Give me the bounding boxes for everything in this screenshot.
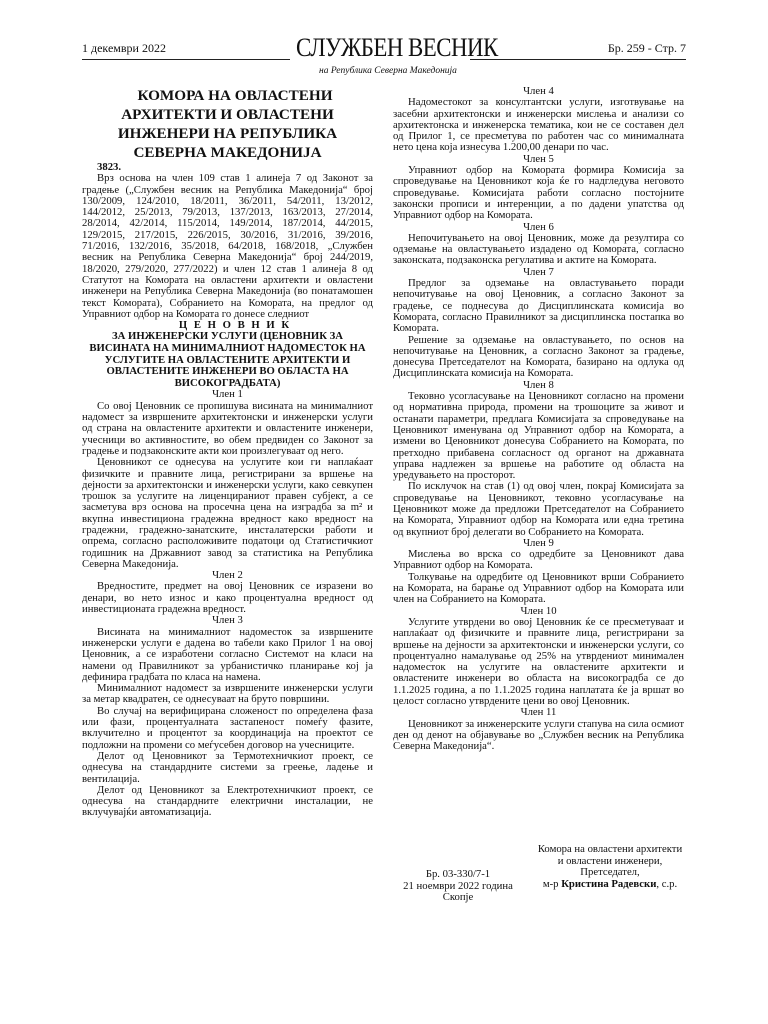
signatory [535, 844, 685, 890]
reference-info [393, 869, 523, 904]
article-heading: Член 3 [212, 614, 243, 627]
issue-page-number: Бр. 259 - Стр. 7 [607, 41, 686, 55]
article-paragraph: Делот од Ценовникот за Термотехничкиот проект, се однесува на стандардните системи за греење, ладење и вентилација. [82, 749, 373, 785]
article-paragraph: Мислења во врска со одредбите за Ценовникот дава Управниот одбор на Комората. [393, 548, 684, 572]
signatory-suffix: , с.р. [656, 877, 678, 890]
article-paragraph: Вредностите, предмет на овој Ценовник се изразени во денари, во нето износ и како процентуална вредност од инвестиционата градежна вредност. [82, 580, 373, 616]
article-heading: Член 4 [523, 85, 554, 97]
article-paragraph: Предлог за одземање на овластувањето поради непочитување на овој Ценовник, а согласно Законот за градење, се поднесува до Дисциплинската комисија во Комората, согласно Правилникот за дисциплинска постапка во Комората. [393, 277, 684, 335]
article-paragraph: Висината на минималниот надоместок за извршените инженерски услуги е дадена во табели како Прилог 1 на овој Ценовник, а се изработени согласно Системот на класи на намени од Правилникот за урбанистичко планирање кој ја дефинира градбата по класа на намена. [82, 625, 373, 683]
preamble: Врз основа на член 109 став 1 алинеја 7 од Законот за градење („Службен весник на Република Македонија“ број 130/2009, 124/2010, 18/2011, 36/2011, 54/2011, 13/2012, 144/2012, 25/2013, 79/2013, 137/2013, 163/2013, 27/2014, 28/2014, 42/2014, 115/2014, 149/2014, 187/2014, 44/2015, 129/2015, 217/2015, 226/2015, 30/2016, 31/2016, 39/2016, 71/2016, 132/2016, 35/2018, 64/2018, 168/2018, „Службен весник на Република Северна Македонија“ број 244/2019, 18/2020, 279/2020, 277/2022) и член 12 став 1 алинеја 8 од Статутот на Комората на овластени архитекти и овластени инженери на Република Северна Македонија (во понатамошен текст Комората), Собранието на Комората, на предлог од Управниот одбор на Комората го донесе следниот [82, 172, 373, 320]
article-paragraph: Тековно усогласување на Ценовникот согласно на промени од нормативна природа, промени на трошоците за живот и останати параметри, предлага Комисијата за спроведување на Ценовникот именувана од Управниот одбор на Комората, а измени во Ценовникот донесува Собранието на Комората, по претходно прибавена согласност од органот на државната управа надлежен за вршење на работите од областа на уредувањето на просторот. [393, 390, 684, 482]
org-title: КОМОРА НА ОВЛАСТЕНИ АРХИТЕКТИ И ОВЛАСТЕНИ ИНЖЕНЕРИ НА РЕПУБЛИКА СЕВЕРНА МАКЕДОНИЈА [117, 87, 338, 161]
article-paragraph: Непочитувањето на овој Ценовник, може да резултира со одземање на овластувањето издадено од Комората, согласно законската, подзаконска регулатива и актите на Комората. [393, 231, 684, 267]
right-column [393, 86, 684, 753]
signatory-role: Претседател, [580, 866, 640, 879]
document-subtitle: ЗА ИНЖЕНЕРСКИ УСЛУГИ (ЦЕНОВНИК ЗА ВИСИНАТА НА МИНИМАЛНИОТ НАДОМЕСТОК НА УСЛУГИТЕ НА ОВЛАСТЕНИТЕ АРХИТЕКТИ И ОВЛАСТЕНИТЕ ИНЖЕНЕРИ ВО ОБЛАСТА НА ВИСОКОГРАДБАТА) [89, 330, 366, 389]
signatory-degree: м-р [542, 877, 559, 890]
article-paragraph: Ценовникот за инженерските услуги стапува на сила осмиот ден од денот на објавување во „Службен весник на Република Северна Македонија“. [393, 717, 684, 753]
page-header [82, 34, 686, 82]
article-paragraph: Во случај на верифицирана сложеност по определена фаза или фази, процентуалната застапеност помеѓу фазите, вклучително и процентот за координација на проектот се подложни на промени со меѓусебен договор на учесниците. [82, 704, 373, 751]
signatory-name: Кристина Радевски [561, 877, 657, 890]
article-heading: Член 10 [520, 604, 557, 617]
article-paragraph: Со овој Ценовник се пропишува висината на минималниот надомест за извршените архитектонски и инженерски услуги од страна на овластените архитекти и овластените инженери, учесници во активностите, во обем предвиден со Законот за градење и подзаконските акти кои произлегуваат од него. [82, 399, 373, 457]
reference-number: Бр. 03-330/7-1 [425, 868, 491, 880]
gazette-title: СЛУЖБЕН ВЕСНИК [296, 33, 498, 62]
left-column [82, 86, 373, 819]
article-heading: Член 5 [523, 152, 554, 165]
article-paragraph: Ценовникот се однесува на услугите кои ги наплаќаат физичките и правните лица, регистрирани за вршење на дејности за архитектонски и инженерски услуги, како севкупен трошок за услугите на лиценцираниот правен субјект, а се засметува врз основа на просечна цена на изградба за m² и вкупна инвестициона градежна вредност како вредност на градежни, градежно-занатските, инсталатерски работи и опрема, согласно расположивите податоци од Статистичкиот годишник на Државниот завод за статистика на Република Северна Македонија. [82, 456, 373, 570]
signatory-org: Комора на овластени архитекти и овластени инженери, [537, 843, 683, 867]
article-paragraph: Услугите утврдени во овој Ценовник ќе се пресметуваат и наплаќаат од физичките и правните лица, регистрирани за вршење на дејности за архитектонски и инженерски услуги, со процентуално намалување од 25% на утврдениот минимален надоместок на услугите на овластените архитекти и овластените инженери во областа на високоградба се до 1.1.2025 година, а по 1.1.2025 година наплатата ќе ја вршат во целост согласно утврдените цени во овој Ценовник. [393, 615, 684, 708]
article-paragraph: Управниот одбор на Комората формира Комисија за спроведување на Ценовникот која ќе го надгледува неговото спроведување. Комисијата работи согласно постојните законски прописи и интеренции, а по дадени упатства од Управниот одбор на Комората. [393, 164, 684, 222]
issue-date: 1 декември 2022 [82, 41, 166, 55]
article-paragraph: По исклучок на став (1) од овој член, покрај Комисијата за спроведување на Ценовникот, тековно усогласување на Ценовникот може да предложи Претседателот на Собранието на Комората, Управниот одбор на Комората или една третина од вкупниот број делегати во Собранието на Комората. [393, 480, 684, 538]
article-paragraph: Решение за одземање на овластувањето, по основ на непочитување на Ценовник, а согласно Законот за градење, донесува Претседателот на Комората, базирано на одлука од Дисциплинската комисија на Комората. [393, 333, 684, 380]
article-heading: Член 11 [520, 706, 557, 719]
article-paragraph: Делот од Ценовникот за Електротехничкиот проект, се однесува на стандардните електрични инсталации, не вклучувајќи автоматизација. [82, 783, 373, 819]
article-heading: Член 8 [523, 378, 554, 391]
document-number: 3823. [97, 161, 122, 173]
reference-city: Скопје [442, 891, 474, 904]
article-heading: Член 6 [523, 220, 554, 233]
article-heading: Член 2 [212, 569, 243, 582]
article-heading: Член 1 [212, 388, 243, 401]
article-paragraph: Толкување на одредбите од Ценовникот врши Собранието на Комората, на барање од Управниот одбор на Комората или член на Собранието на Комората. [393, 570, 684, 606]
document-title: Ц Е Н О В Н И К [178, 319, 292, 332]
article-heading: Член 7 [523, 265, 554, 278]
gazette-subtitle: на Република Северна Македонија [319, 66, 457, 76]
reference-date: 21 ноември 2022 година [403, 879, 513, 892]
signatory-line [535, 879, 685, 891]
article-heading: Член 9 [523, 536, 554, 549]
article-paragraph: Минималниот надомест за извршените инженерски услуги за метар квадратен, се однесуваат на бруто површини. [82, 682, 373, 706]
article-paragraph: Надоместокот за консултантски услуги, изготвување на засебни архитектонски и инженерски мислења и анализи со архитектонска и инженерска тематика, кои не се составен дел од Прилог 1, се пресметува по работен час со минималната нето цена која изнесува 1.200,00 денари по час. [393, 96, 684, 154]
